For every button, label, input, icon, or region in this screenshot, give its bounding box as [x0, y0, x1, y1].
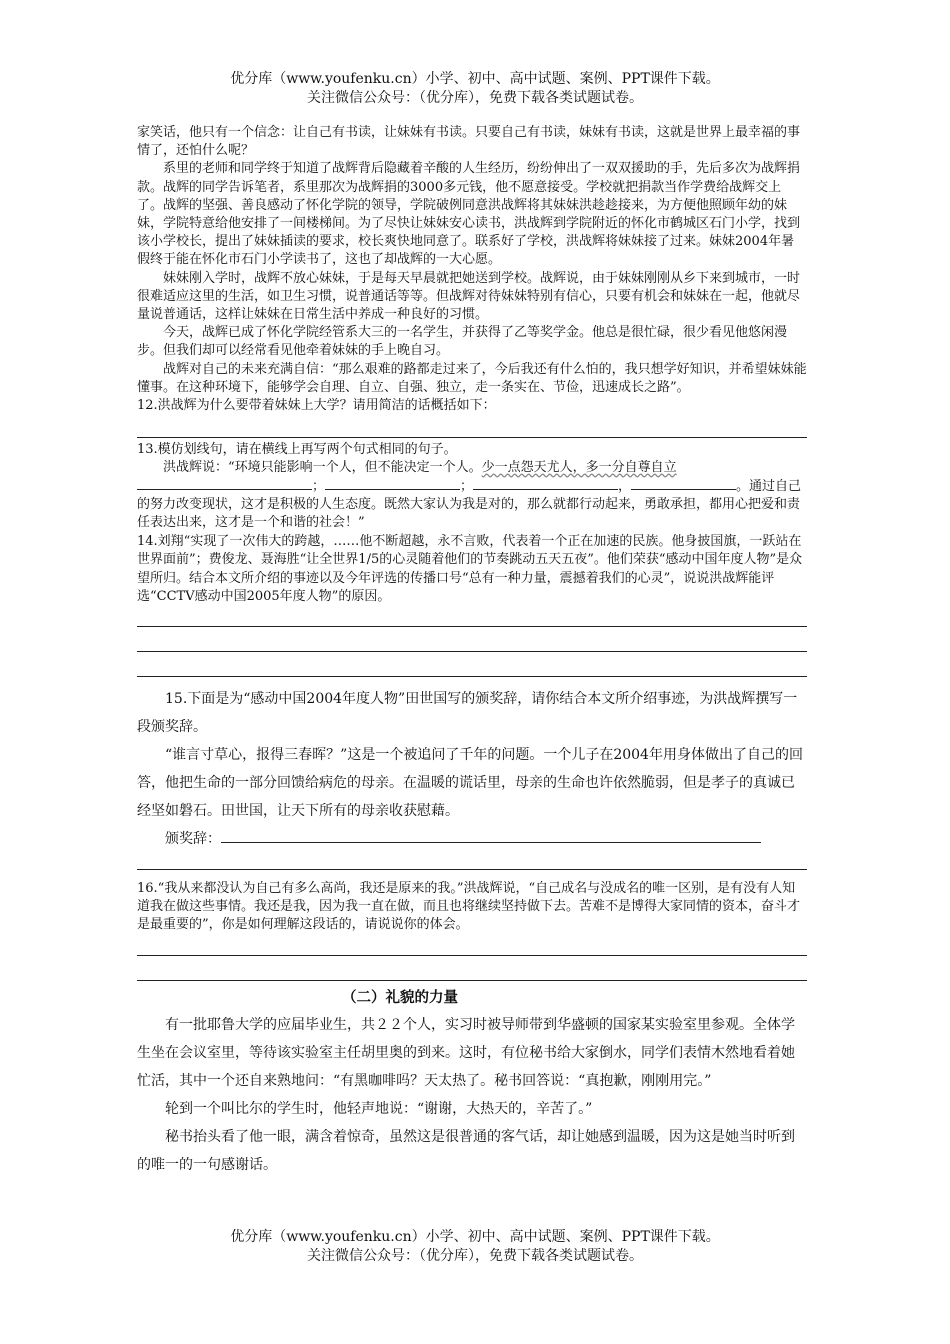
answer-line-q14-1[interactable]: [137, 626, 807, 627]
section-2-title: （二）礼貌的力量: [342, 989, 458, 1006]
q15-answer-line-1[interactable]: [221, 842, 761, 843]
question-13-quote: [137, 459, 807, 532]
passage-paragraph-2: 系里的老师和同学终于知道了战辉背后隐藏着辛酸的人生经历，纷纷伸出了一双双援助的手，先后多次为战辉捐款。战辉的同学告诉笔者，系里那次为战辉捐的3000多元钱，他不愿意接受。学校就把捐款当作学费给战辉交上了。战辉的坚强、善良感动了怀化学院的领导，学院破例同意洪战辉将其妹妹洪趁趁接来，为方便他照顾年幼的妹妹，学院特意给他安排了一间楼梯间。为了尽快让妹妹安心读书，洪战辉到学院附近的怀化市鹤城区石门小学，找到该小学校长，提出了妹妹插读的要求，校长爽快地同意了。联系好了学校，洪战辉将妹妹接了过来。妹妹2004年暑假终于能在怀化市石门小学读书了，这也了却战辉的一大心愿。: [137, 161, 801, 268]
question-16-block: [137, 880, 807, 935]
page-footer: [0, 1228, 950, 1266]
footer-line-2: 关注微信公众号：（优分库），免费下载各类试题试卷。: [307, 1248, 643, 1264]
q13-separator-1: ；: [312, 478, 326, 494]
q13-underlined-sentence: 少一点怨天尤人，多一分自尊自立: [481, 460, 677, 476]
q15-answer-line-2[interactable]: [137, 869, 807, 870]
q13-separator-2: ；: [460, 478, 474, 494]
answer-line-q14-2[interactable]: [137, 651, 807, 652]
q13-blank-3[interactable]: [473, 489, 618, 490]
answer-line-q16-1[interactable]: [137, 955, 807, 956]
q13-quote-start: 洪战辉说：“环境只能影响一个人，但不能决定一个人。: [163, 460, 482, 476]
question-14: 14.刘翔“实现了一次伟大的跨越，……他不断超越，永不言败，代表着一个正在加速的民族。他身披国旗，一跃站在世界面前”；费俊龙、聂海胜“让全世界1/5的心灵随着他们的节奏跳动五天五夜”。他们荣获“感动中国年度人物”是众望所归。结合本文所介绍的事迹以及今年评选的传播口号“总有一种力量，震撼着我们的心灵”，说说洪战辉能评选“CCTV感动中国2005年度人物”的原因。: [137, 534, 803, 604]
section-2-paragraph-3: 秘书抬头看了他一眼，满含着惊奇，虽然这是很普通的客气话，却让她感到温暖，因为这是她当时听到的唯一的一句感谢话。: [137, 1128, 795, 1173]
header-line-2: 关注微信公众号：（优分库），免费下载各类试题试卷。: [307, 90, 643, 106]
footer-line-1: 优分库（www.youfenku.cn）小学、初中、高中试题、案例、PPT课件下载。: [230, 1229, 720, 1245]
passage-paragraph-3: 妹妹刚入学时，战辉不放心妹妹，于是每天早晨就把她送到学校。战辉说，由于妹妹刚刚从乡下来到城市，一时很难适应这里的生活，如卫生习惯，说普通话等等。但战辉对待妹妹特别有信心，只要有机会和妹妹在一起，他就尽量说普通话，这样让妹妹在日常生活中养成一种良好的习惯。: [137, 270, 801, 323]
q13-quote-end: 。通过自己的努力改变现状，这才是积极的人生态度。既然大家认为我是对的，那么就都行动起来，勇敢承担，都用心把爱和责任表达出来，这才是一个和谐的社会！”: [137, 478, 802, 531]
passage-paragraph-4: 今天，战辉已成了怀化学院经管系大三的一名学生，并获得了乙等奖学金。他总是很忙碌，很少看见他悠闲漫步。但我们却可以经常看见他牵着妹妹的手上晚自习。: [137, 325, 788, 359]
page-content: [137, 124, 807, 1179]
q13-blank-2[interactable]: [325, 489, 460, 490]
question-12: 12.洪战辉为什么要带着妹妹上大学？请用简洁的话概括如下：: [137, 398, 496, 414]
page-header: [0, 70, 950, 108]
question-15: 15.下面是为“感动中国2004年度人物”田世国写的颁奖辞，请你结合本文所介绍事迹，为洪战辉撰写一段颁奖辞。: [137, 691, 798, 736]
q15-example-award: “谁言寸草心，报得三春晖？”这是一个被追问了千年的问题。一个儿子在2004年用身体做出了自己的回答，他把生命的一部分回馈给病危的母亲。在温暖的谎话里，母亲的生命也许依然脆弱，但是孝子的真诚已经坚如磐石。田世国，让天下所有的母亲收获慰藉。: [137, 747, 803, 820]
header-line-1: 优分库（www.youfenku.cn）小学、初中、高中试题、案例、PPT课件下载。: [230, 71, 720, 87]
passage-paragraph-1: 家笑话，他只有一个信念：让自己有书读，让妹妹有书读。只要自己有书读，妹妹有书读，这就是世界上最幸福的事情了，还怕什么呢？: [137, 125, 801, 159]
q13-blank-1[interactable]: [137, 489, 312, 490]
question-16: 16.“我从来都没认为自己有多么高尚，我还是原来的我。”洪战辉说，“自己成名与没成名的唯一区别，是有没有人知道我在做这些事情。我还是我，因为我一直在做，而且也将继续坚持做下去。苦难不是博得大家同情的资本，奋斗才是最重要的”，你是如何理解这段话的，请说说你的体会。: [137, 881, 801, 933]
question-13-block: [137, 441, 807, 606]
q15-answer-row: [137, 825, 807, 853]
answer-line-q12[interactable]: [137, 437, 807, 438]
answer-line-q14-3[interactable]: [137, 676, 807, 677]
section-2-paragraph-1: 有一批耶鲁大学的应届毕业生，共２２个人，实习时被导师带到华盛顿的国家某实验室里参观。全体学生坐在会议室里，等待该实验室主任胡里奥的到来。这时，有位秘书给大家倒水，同学们表情木然地看着她忙活，其中一个还自来熟地问：“有黑咖啡吗？天太热了。秘书回答说：“真抱歉，刚刚用完。”: [137, 1016, 795, 1089]
question-13: 13.模仿划线句，请在横线上再写两个句式相同的句子。: [137, 442, 457, 458]
section-2-paragraph-2: 轮到一个叫比尔的学生时，他轻声地说：“谢谢，大热天的，辛苦了。”: [165, 1100, 593, 1117]
q13-separator-3: ，: [618, 478, 632, 494]
answer-line-q16-2[interactable]: [137, 980, 807, 981]
section-2: [137, 985, 807, 1179]
q13-blank-4[interactable]: [631, 489, 736, 490]
passage-paragraph-5: 战辉对自己的未来充满自信：“那么艰难的路都走过来了，今后我还有什么怕的，我只想学好知识，并希望妹妹能懂事。在这种环境下，能够学会自理、自立、自强、独立，走一条实在、节俭，迅速成长之路”。: [137, 361, 807, 395]
section-2-body: [137, 1011, 807, 1179]
question-15-block: [137, 685, 807, 853]
passage: [137, 124, 807, 415]
q15-answer-label: 颁奖辞：: [165, 831, 221, 848]
